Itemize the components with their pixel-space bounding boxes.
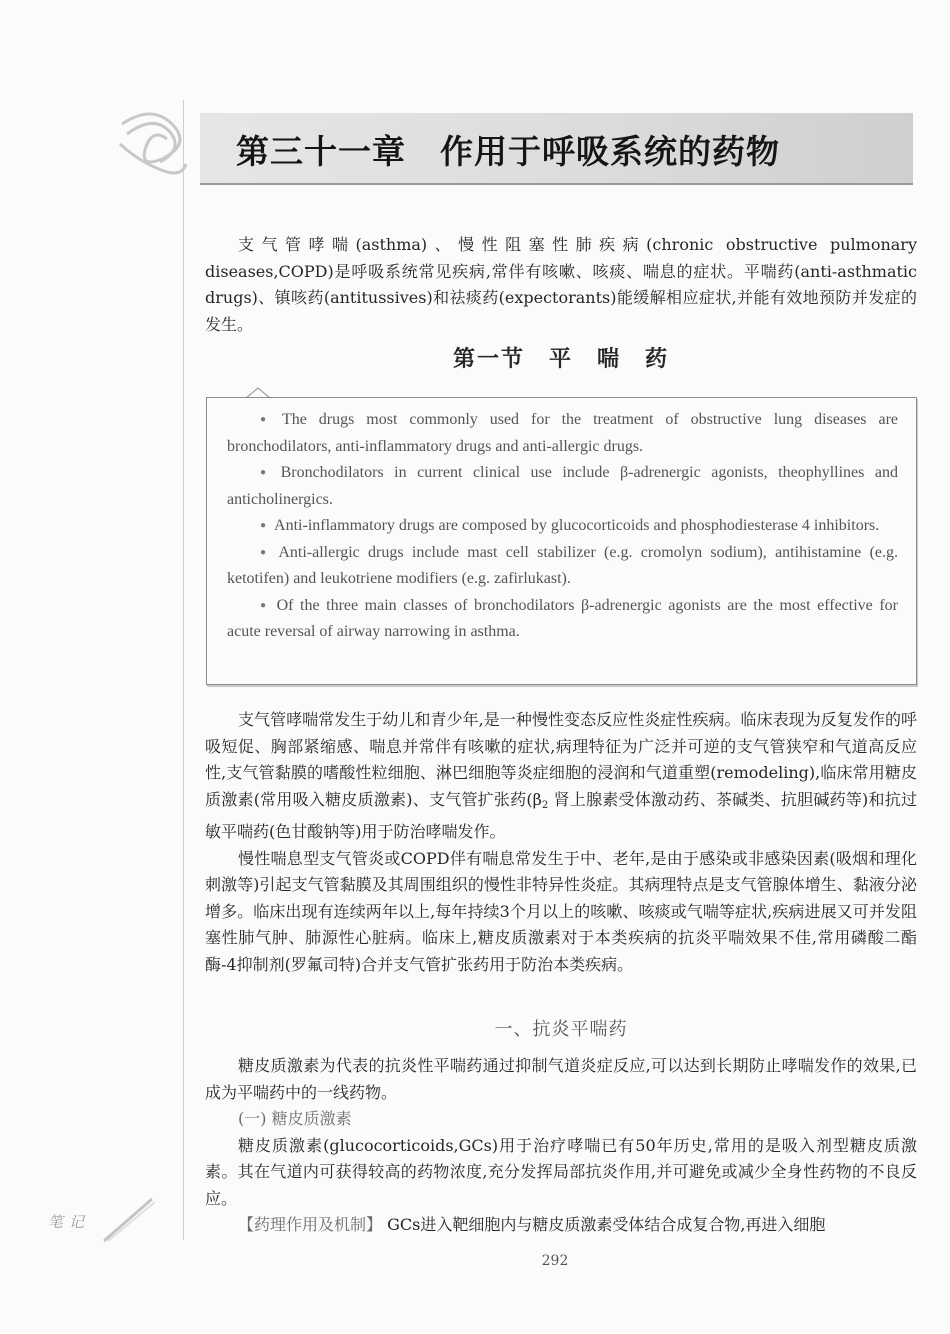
summary-item [227,513,898,540]
mechanism-label: 【药理作用及机制】 [238,1215,383,1234]
summary-item [227,407,898,460]
body-paragraph-mechanism [205,1212,917,1239]
chapter-number: 第三十一章 [236,132,406,171]
body-paragraph-glucocorticoids: 糖皮质激素(glucocorticoids,GCs)用于治疗哮喘已有50年历史,常用的是吸入剂型糖皮质激素。其在气道内可获得较高的药物浓度,充分发挥局部抗炎作用,并可避免或减少全身性药物的不良反应。 [205,1135,917,1208]
body-section-1 [205,707,917,978]
summary-item-text: Anti-inflammatory drugs are composed by glucocorticoids and phosphodiesterase 4 inhibitors. [274,517,880,534]
bullet-icon: ● [260,546,271,558]
chapter-swirl-icon [112,104,192,184]
body-text: GCs进入靶细胞内与糖皮质激素受体结合成复合物,再进入细胞 [382,1215,826,1234]
section-title: 第一节 平 喘 药 [452,346,669,372]
body-section-2 [205,1053,917,1239]
summary-list [227,407,898,646]
summary-item-text: Of the three main classes of bronchodilators β-adrenergic agonists are the most effective for acute reversal of airway narrowing in asthma. [227,596,898,640]
subscript: 2 [541,799,549,811]
summary-item [227,540,898,593]
body-paragraph-anti-inflammatory: 糖皮质激素为代表的抗炎性平喘药通过抑制气道炎症反应,可以达到长期防止哮喘发作的效果,已成为平喘药中的一线药物。 [205,1056,917,1102]
summary-item-text: Anti-allergic drugs include mast cell stabilizer (e.g. cromolyn sodium), antihistamine (e.g. ketotifen) and leukotriene modifiers (e.g. zafirlukast). [227,543,898,587]
chapter-name: 作用于呼吸系统的药物 [440,132,780,171]
body-text: 支气管哮喘常发生于幼儿和青少年,是一种慢性变态反应性炎症性疾病。临床表现为反复发作的呼吸短促、胸部紧缩感、喘息并常伴有咳嗽的症状,病理特征为广泛并可逆的支气管狭窄和气道高反应性,支气管黏膜的嗜酸性粒细胞、淋巴细胞等炎症细胞的浸润和气道重塑(remodeling),临床常用糖皮质激素(常用吸入糖皮质激素)、支气管扩张药(β [205,710,917,809]
page-number: 292 [541,1253,569,1269]
body-paragraph-asthma [205,707,917,846]
margin-divider [183,100,184,1240]
chapter-title [236,126,780,173]
intro-text: 支气管哮喘(asthma)、慢性阻塞性肺疾病(chronic obstructive pulmonary diseases,COPD)是呼吸系统常见疾病,常伴有咳嗽、咳痰、喘息的症状。平喘药(anti-asthmatic drugs)、镇咳药(antitussives)和祛痰药(expectorants)能缓解相应症状,并能有效地预防并发症的发生。 [205,235,917,334]
summary-box [206,397,917,685]
summary-item-text: The drugs most commonly used for the treatment of obstructive lung diseases are bronchodilators, anti-inflammatory drugs and anti-allergic drugs. [227,411,898,455]
body-text: 肾上腺素受体激动药、茶碱类、抗胆碱药等)和抗过敏平喘药(色甘酸钠等)用于防治哮喘发作。 [205,789,917,841]
bullet-icon: ● [260,520,267,531]
pencil-icon [100,1195,160,1245]
bullet-icon: ● [260,599,269,611]
subsection-title: 一、抗炎平喘药 [494,1019,628,1040]
margin-note-label: 笔记 [48,1213,91,1231]
bullet-icon: ● [260,414,274,425]
subheading-glucocorticoids: (一) 糖皮质激素 [238,1109,352,1128]
summary-item-text: Bronchodilators in current clinical use include β-adrenergic agonists, theophyllines and anticholinergics. [227,464,898,508]
summary-item [227,593,898,646]
summary-item [227,460,898,513]
bullet-icon: ● [260,467,273,478]
intro-paragraph [205,232,917,338]
body-paragraph-copd: 慢性喘息型支气管炎或COPD伴有喘息常发生于中、老年,是由于感染或非感染因素(吸烟和理化刺激等)引起支气管黏膜及其周围组织的慢性非特异性炎症。其病理特点是支气管腺体增生、黏液分泌增多。临床出现有连续两年以上,每年持续3个月以上的咳嗽、咳痰或气喘等症状,疾病进展又可并发阻塞性肺气肿、肺源性心脏病。临床上,糖皮质激素对于本类疾病的抗炎平喘效果不佳,常用磷酸二酯酶-4抑制剂(罗氟司特)合并支气管扩张药用于防治本类疾病。 [205,848,917,974]
